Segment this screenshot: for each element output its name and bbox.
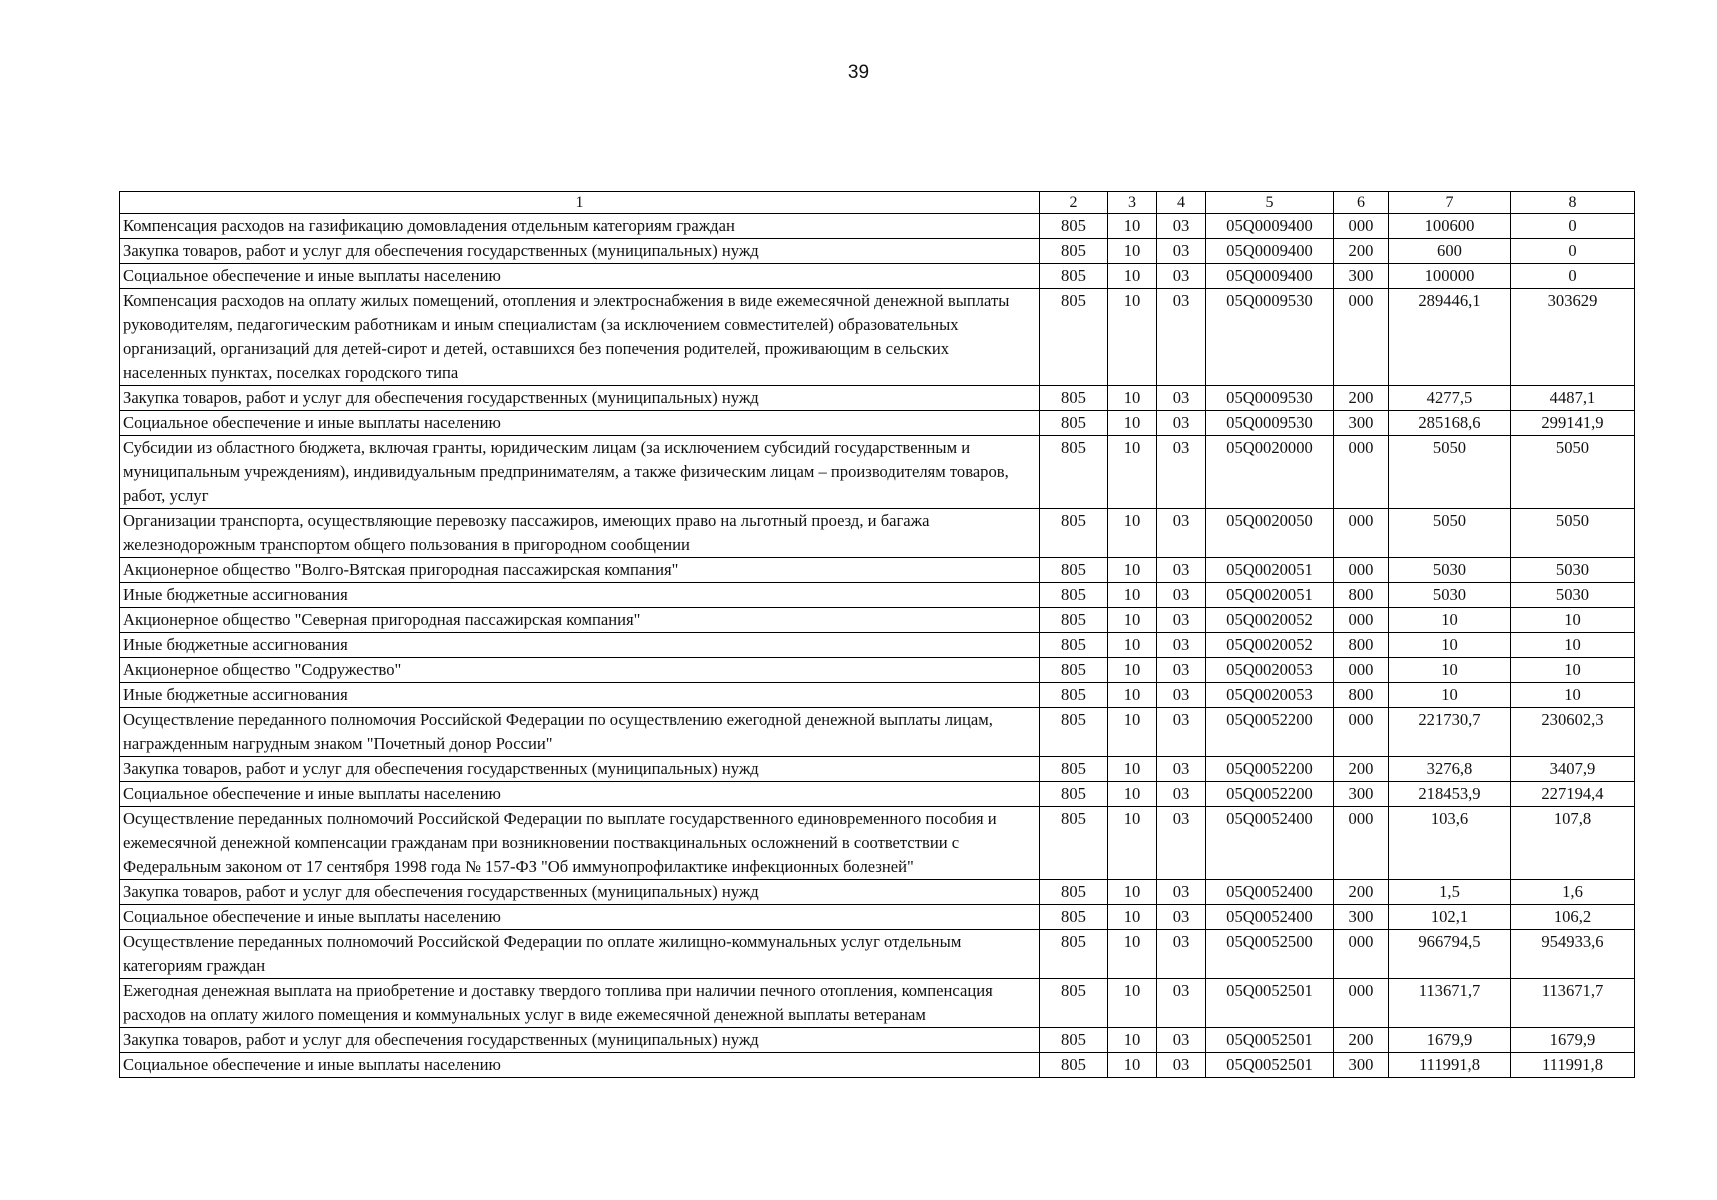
row-expense-type-cell: 000 <box>1334 930 1389 979</box>
row-subsection-cell: 03 <box>1157 708 1206 757</box>
row-name-cell: Компенсация расходов на оплату жилых помещений, отопления и электроснабжения в виде ежемесячной денежной выплаты руководителям, педагогическим работникам и иным специалистам (за исключением совместителей) образовательных организаций, организаций для детей-сирот и детей, оставшихся без попечения родителей, проживающим в сельских населенных пунктах, поселках городского типа <box>120 289 1040 386</box>
row-code-cell: 805 <box>1040 509 1108 558</box>
row-expense-type-cell: 000 <box>1334 436 1389 509</box>
row-target-article-cell: 05Q0052200 <box>1206 757 1334 782</box>
page-number: 39 <box>847 62 870 83</box>
row-name-cell: Компенсация расходов на газификацию домовладения отдельным категориям граждан <box>120 214 1040 239</box>
row-section-cell: 10 <box>1108 880 1157 905</box>
row-section-cell: 10 <box>1108 386 1157 411</box>
row-name-cell: Социальное обеспечение и иные выплаты населению <box>120 1053 1040 1078</box>
row-amount-year1-cell: 218453,9 <box>1389 782 1511 807</box>
row-amount-year2-cell: 299141,9 <box>1511 411 1635 436</box>
row-amount-year2-cell: 0 <box>1511 264 1635 289</box>
row-section-cell: 10 <box>1108 633 1157 658</box>
row-code-cell: 805 <box>1040 386 1108 411</box>
table-row <box>120 757 1635 782</box>
row-code-cell: 805 <box>1040 757 1108 782</box>
table-row <box>120 436 1635 509</box>
row-amount-year1-cell: 113671,7 <box>1389 979 1511 1028</box>
row-section-cell: 10 <box>1108 683 1157 708</box>
row-target-article-cell: 05Q0020051 <box>1206 558 1334 583</box>
row-amount-year2-cell: 106,2 <box>1511 905 1635 930</box>
table-row <box>120 658 1635 683</box>
budget-table <box>119 191 1635 1078</box>
table-row <box>120 905 1635 930</box>
row-target-article-cell: 05Q0020053 <box>1206 683 1334 708</box>
row-section-cell: 10 <box>1108 757 1157 782</box>
row-amount-year1-cell: 100600 <box>1389 214 1511 239</box>
row-expense-type-cell: 300 <box>1334 411 1389 436</box>
row-target-article-cell: 05Q0020051 <box>1206 583 1334 608</box>
row-target-article-cell: 05Q0009400 <box>1206 214 1334 239</box>
row-name-cell: Акционерное общество "Содружество" <box>120 658 1040 683</box>
row-subsection-cell: 03 <box>1157 239 1206 264</box>
row-amount-year1-cell: 3276,8 <box>1389 757 1511 782</box>
row-code-cell: 805 <box>1040 658 1108 683</box>
row-expense-type-cell: 200 <box>1334 239 1389 264</box>
table-row <box>120 214 1635 239</box>
row-target-article-cell: 05Q0020000 <box>1206 436 1334 509</box>
row-section-cell: 10 <box>1108 264 1157 289</box>
row-subsection-cell: 03 <box>1157 633 1206 658</box>
row-name-cell: Осуществление переданных полномочий Российской Федерации по выплате государственного единовременного пособия и ежемесячной денежной компенсации гражданам при возникновении поствакцинальных осложнений в соответствии с Федеральным законом от 17 сентября 1998 года № 157-ФЗ "Об иммунопрофилактике инфекционных болезней" <box>120 807 1040 880</box>
row-subsection-cell: 03 <box>1157 880 1206 905</box>
row-subsection-cell: 03 <box>1157 782 1206 807</box>
row-subsection-cell: 03 <box>1157 386 1206 411</box>
row-name-cell: Акционерное общество "Северная пригородная пассажирская компания" <box>120 608 1040 633</box>
row-section-cell: 10 <box>1108 509 1157 558</box>
table-header-row <box>120 192 1635 214</box>
row-expense-type-cell: 000 <box>1334 214 1389 239</box>
row-name-cell: Социальное обеспечение и иные выплаты населению <box>120 264 1040 289</box>
row-subsection-cell: 03 <box>1157 658 1206 683</box>
row-section-cell: 10 <box>1108 558 1157 583</box>
row-amount-year2-cell: 1,6 <box>1511 880 1635 905</box>
row-amount-year2-cell: 230602,3 <box>1511 708 1635 757</box>
row-target-article-cell: 05Q0009530 <box>1206 411 1334 436</box>
row-target-article-cell: 05Q0020052 <box>1206 608 1334 633</box>
row-code-cell: 805 <box>1040 411 1108 436</box>
row-name-cell: Иные бюджетные ассигнования <box>120 633 1040 658</box>
row-amount-year2-cell: 0 <box>1511 214 1635 239</box>
row-name-cell: Закупка товаров, работ и услуг для обеспечения государственных (муниципальных) нужд <box>120 1028 1040 1053</box>
row-code-cell: 805 <box>1040 979 1108 1028</box>
row-amount-year2-cell: 10 <box>1511 658 1635 683</box>
table-row <box>120 239 1635 264</box>
row-expense-type-cell: 000 <box>1334 658 1389 683</box>
row-amount-year1-cell: 5050 <box>1389 509 1511 558</box>
table-row <box>120 1028 1635 1053</box>
table-row <box>120 782 1635 807</box>
row-section-cell: 10 <box>1108 289 1157 386</box>
row-amount-year1-cell: 5030 <box>1389 583 1511 608</box>
row-subsection-cell: 03 <box>1157 558 1206 583</box>
row-code-cell: 805 <box>1040 1028 1108 1053</box>
row-expense-type-cell: 000 <box>1334 979 1389 1028</box>
row-subsection-cell: 03 <box>1157 807 1206 880</box>
row-code-cell: 805 <box>1040 558 1108 583</box>
row-amount-year1-cell: 289446,1 <box>1389 289 1511 386</box>
row-code-cell: 805 <box>1040 264 1108 289</box>
row-expense-type-cell: 000 <box>1334 289 1389 386</box>
row-amount-year2-cell: 4487,1 <box>1511 386 1635 411</box>
row-target-article-cell: 05Q0052400 <box>1206 880 1334 905</box>
row-code-cell: 805 <box>1040 214 1108 239</box>
header-col-3: 3 <box>1108 192 1157 214</box>
row-name-cell: Социальное обеспечение и иные выплаты населению <box>120 905 1040 930</box>
row-expense-type-cell: 300 <box>1334 905 1389 930</box>
table-row <box>120 264 1635 289</box>
row-name-cell: Закупка товаров, работ и услуг для обеспечения государственных (муниципальных) нужд <box>120 386 1040 411</box>
row-amount-year2-cell: 0 <box>1511 239 1635 264</box>
row-amount-year2-cell: 303629 <box>1511 289 1635 386</box>
row-code-cell: 805 <box>1040 608 1108 633</box>
table-row <box>120 411 1635 436</box>
row-section-cell: 10 <box>1108 807 1157 880</box>
table-row <box>120 289 1635 386</box>
row-target-article-cell: 05Q0020050 <box>1206 509 1334 558</box>
row-section-cell: 10 <box>1108 930 1157 979</box>
row-amount-year1-cell: 4277,5 <box>1389 386 1511 411</box>
row-target-article-cell: 05Q0009530 <box>1206 386 1334 411</box>
table-row <box>120 386 1635 411</box>
row-subsection-cell: 03 <box>1157 1053 1206 1078</box>
row-expense-type-cell: 000 <box>1334 509 1389 558</box>
row-expense-type-cell: 200 <box>1334 757 1389 782</box>
row-target-article-cell: 05Q0020053 <box>1206 658 1334 683</box>
row-name-cell: Акционерное общество "Волго-Вятская пригородная пассажирская компания" <box>120 558 1040 583</box>
row-subsection-cell: 03 <box>1157 436 1206 509</box>
row-subsection-cell: 03 <box>1157 608 1206 633</box>
row-amount-year2-cell: 107,8 <box>1511 807 1635 880</box>
row-amount-year2-cell: 1679,9 <box>1511 1028 1635 1053</box>
row-code-cell: 805 <box>1040 807 1108 880</box>
table-row <box>120 807 1635 880</box>
row-expense-type-cell: 000 <box>1334 807 1389 880</box>
row-amount-year2-cell: 5050 <box>1511 509 1635 558</box>
row-section-cell: 10 <box>1108 608 1157 633</box>
table-row <box>120 930 1635 979</box>
row-code-cell: 805 <box>1040 239 1108 264</box>
row-name-cell: Осуществление переданного полномочия Российской Федерации по осуществлению ежегодной денежной выплаты лицам, награжденным нагрудным знаком "Почетный донор России" <box>120 708 1040 757</box>
row-subsection-cell: 03 <box>1157 930 1206 979</box>
row-subsection-cell: 03 <box>1157 757 1206 782</box>
header-col-2: 2 <box>1040 192 1108 214</box>
table-row <box>120 608 1635 633</box>
table-row <box>120 583 1635 608</box>
row-code-cell: 805 <box>1040 880 1108 905</box>
row-section-cell: 10 <box>1108 214 1157 239</box>
row-target-article-cell: 05Q0052500 <box>1206 930 1334 979</box>
row-code-cell: 805 <box>1040 782 1108 807</box>
header-col-7: 7 <box>1389 192 1511 214</box>
row-target-article-cell: 05Q0009530 <box>1206 289 1334 386</box>
row-section-cell: 10 <box>1108 658 1157 683</box>
row-amount-year1-cell: 111991,8 <box>1389 1053 1511 1078</box>
row-section-cell: 10 <box>1108 782 1157 807</box>
row-subsection-cell: 03 <box>1157 289 1206 386</box>
row-expense-type-cell: 200 <box>1334 386 1389 411</box>
row-name-cell: Социальное обеспечение и иные выплаты населению <box>120 411 1040 436</box>
row-amount-year1-cell: 5030 <box>1389 558 1511 583</box>
row-name-cell: Иные бюджетные ассигнования <box>120 683 1040 708</box>
row-name-cell: Закупка товаров, работ и услуг для обеспечения государственных (муниципальных) нужд <box>120 239 1040 264</box>
row-code-cell: 805 <box>1040 683 1108 708</box>
row-amount-year2-cell: 5050 <box>1511 436 1635 509</box>
table-row <box>120 708 1635 757</box>
row-name-cell: Закупка товаров, работ и услуг для обеспечения государственных (муниципальных) нужд <box>120 757 1040 782</box>
row-code-cell: 805 <box>1040 289 1108 386</box>
table-row <box>120 1053 1635 1078</box>
row-amount-year2-cell: 10 <box>1511 633 1635 658</box>
row-subsection-cell: 03 <box>1157 214 1206 239</box>
row-section-cell: 10 <box>1108 411 1157 436</box>
row-target-article-cell: 05Q0052200 <box>1206 708 1334 757</box>
row-section-cell: 10 <box>1108 583 1157 608</box>
row-code-cell: 805 <box>1040 905 1108 930</box>
row-amount-year2-cell: 3407,9 <box>1511 757 1635 782</box>
row-amount-year2-cell: 227194,4 <box>1511 782 1635 807</box>
row-name-cell: Иные бюджетные ассигнования <box>120 583 1040 608</box>
row-amount-year1-cell: 285168,6 <box>1389 411 1511 436</box>
row-amount-year1-cell: 103,6 <box>1389 807 1511 880</box>
row-subsection-cell: 03 <box>1157 583 1206 608</box>
row-section-cell: 10 <box>1108 1053 1157 1078</box>
row-expense-type-cell: 300 <box>1334 782 1389 807</box>
row-code-cell: 805 <box>1040 708 1108 757</box>
row-amount-year1-cell: 1,5 <box>1389 880 1511 905</box>
row-expense-type-cell: 000 <box>1334 608 1389 633</box>
row-target-article-cell: 05Q0052400 <box>1206 905 1334 930</box>
row-expense-type-cell: 000 <box>1334 558 1389 583</box>
row-target-article-cell: 05Q0052501 <box>1206 979 1334 1028</box>
row-section-cell: 10 <box>1108 239 1157 264</box>
row-amount-year2-cell: 111991,8 <box>1511 1053 1635 1078</box>
row-section-cell: 10 <box>1108 905 1157 930</box>
table-row <box>120 880 1635 905</box>
header-col-1: 1 <box>120 192 1040 214</box>
row-expense-type-cell: 800 <box>1334 583 1389 608</box>
row-section-cell: 10 <box>1108 979 1157 1028</box>
row-amount-year2-cell: 113671,7 <box>1511 979 1635 1028</box>
row-target-article-cell: 05Q0009400 <box>1206 239 1334 264</box>
row-target-article-cell: 05Q0009400 <box>1206 264 1334 289</box>
row-expense-type-cell: 800 <box>1334 633 1389 658</box>
row-amount-year1-cell: 10 <box>1389 683 1511 708</box>
header-col-4: 4 <box>1157 192 1206 214</box>
row-section-cell: 10 <box>1108 708 1157 757</box>
row-amount-year2-cell: 5030 <box>1511 558 1635 583</box>
table-row <box>120 979 1635 1028</box>
row-amount-year1-cell: 102,1 <box>1389 905 1511 930</box>
row-expense-type-cell: 200 <box>1334 1028 1389 1053</box>
row-code-cell: 805 <box>1040 583 1108 608</box>
row-amount-year1-cell: 1679,9 <box>1389 1028 1511 1053</box>
row-name-cell: Осуществление переданных полномочий Российской Федерации по оплате жилищно-коммунальных услуг отдельным категориям граждан <box>120 930 1040 979</box>
row-amount-year1-cell: 600 <box>1389 239 1511 264</box>
row-amount-year2-cell: 10 <box>1511 608 1635 633</box>
row-subsection-cell: 03 <box>1157 1028 1206 1053</box>
table-row <box>120 683 1635 708</box>
header-col-5: 5 <box>1206 192 1334 214</box>
row-name-cell: Субсидии из областного бюджета, включая гранты, юридическим лицам (за исключением субсидий государственным и муниципальным учреждениям), индивидуальным предпринимателям, а также физическим лицам – производителям товаров, работ, услуг <box>120 436 1040 509</box>
table-row <box>120 509 1635 558</box>
row-subsection-cell: 03 <box>1157 905 1206 930</box>
row-expense-type-cell: 200 <box>1334 880 1389 905</box>
row-amount-year1-cell: 966794,5 <box>1389 930 1511 979</box>
row-expense-type-cell: 300 <box>1334 1053 1389 1078</box>
header-col-8: 8 <box>1511 192 1635 214</box>
row-section-cell: 10 <box>1108 1028 1157 1053</box>
row-expense-type-cell: 000 <box>1334 708 1389 757</box>
row-subsection-cell: 03 <box>1157 683 1206 708</box>
row-amount-year1-cell: 5050 <box>1389 436 1511 509</box>
row-subsection-cell: 03 <box>1157 509 1206 558</box>
row-amount-year2-cell: 954933,6 <box>1511 930 1635 979</box>
row-code-cell: 805 <box>1040 633 1108 658</box>
row-code-cell: 805 <box>1040 436 1108 509</box>
row-section-cell: 10 <box>1108 436 1157 509</box>
row-expense-type-cell: 300 <box>1334 264 1389 289</box>
row-amount-year1-cell: 221730,7 <box>1389 708 1511 757</box>
row-code-cell: 805 <box>1040 1053 1108 1078</box>
row-target-article-cell: 05Q0052501 <box>1206 1053 1334 1078</box>
row-expense-type-cell: 800 <box>1334 683 1389 708</box>
row-amount-year1-cell: 10 <box>1389 658 1511 683</box>
table-row <box>120 558 1635 583</box>
row-target-article-cell: 05Q0052200 <box>1206 782 1334 807</box>
row-subsection-cell: 03 <box>1157 264 1206 289</box>
row-amount-year2-cell: 10 <box>1511 683 1635 708</box>
row-name-cell: Организации транспорта, осуществляющие перевозку пассажиров, имеющих право на льготный проезд, и багажа железнодорожным транспортом общего пользования в пригородном сообщении <box>120 509 1040 558</box>
row-name-cell: Ежегодная денежная выплата на приобретение и доставку твердого топлива при наличии печного отопления, компенсация расходов на оплату жилого помещения и коммунальных услуг в виде ежемесячной денежной выплаты ветеранам <box>120 979 1040 1028</box>
row-name-cell: Закупка товаров, работ и услуг для обеспечения государственных (муниципальных) нужд <box>120 880 1040 905</box>
row-amount-year1-cell: 100000 <box>1389 264 1511 289</box>
row-subsection-cell: 03 <box>1157 411 1206 436</box>
row-target-article-cell: 05Q0020052 <box>1206 633 1334 658</box>
header-col-6: 6 <box>1334 192 1389 214</box>
table-row <box>120 633 1635 658</box>
row-code-cell: 805 <box>1040 930 1108 979</box>
row-amount-year1-cell: 10 <box>1389 633 1511 658</box>
row-subsection-cell: 03 <box>1157 979 1206 1028</box>
row-amount-year1-cell: 10 <box>1389 608 1511 633</box>
row-name-cell: Социальное обеспечение и иные выплаты населению <box>120 782 1040 807</box>
row-amount-year2-cell: 5030 <box>1511 583 1635 608</box>
row-target-article-cell: 05Q0052501 <box>1206 1028 1334 1053</box>
row-target-article-cell: 05Q0052400 <box>1206 807 1334 880</box>
